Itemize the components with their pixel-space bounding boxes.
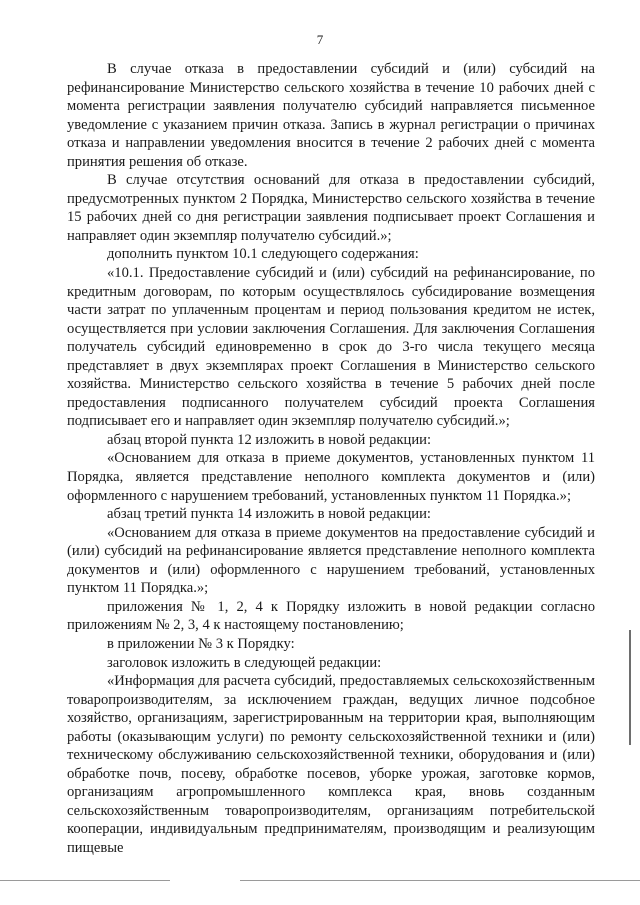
paragraph-clause-14-intro: абзац третий пункта 14 изложить в новой редакции: xyxy=(107,506,431,523)
scan-edge-mark xyxy=(629,630,631,745)
scan-bottom-line-right xyxy=(240,880,640,881)
paragraph-clause-12-text: «Основанием для отказа в приеме документов, установленных пунктом 11 Порядка, является представление неполного комплекта документов и (или) оформленного с нарушением требований, установленных пунктом 11 Порядка.»; xyxy=(67,450,595,504)
paragraph-title-intro: заголовок изложить в следующей редакции: xyxy=(107,654,382,671)
paragraph-title-text: «Информация для расчета субсидий, предоставляемых сельскохозяйственным товаропроизводителям, за исключением граждан, ведущих личное подсобное хозяйство, организациям, зарегистрированным на территории края, выполняющим работы (оказывающим услуги) по ремонту сельскохозяйственной техники и (или) техническому обслуживанию сельскохозяйственной техники, оборудования и (или) обработке почв, посеву, обработке посевов, уборке урожая, заготовке кормов, организациям агропромышленного комплекса края, вновь созданным сельскохозяйственным товаропроизводителям, организациям потребительской кооперации, индивидуальным предпринимателям, производящим и реализующим пищевые xyxy=(67,673,595,856)
paragraph-no-grounds: В случае отсутствия оснований для отказа в предоставлении субсидий, предусмотренных пунктом 2 Порядка, Министерство сельского хозяйства в течение 15 рабочих дней со дня регистрации заявления подписывает проект Соглашения и направляет один экземпляр получателю субсидий.»; xyxy=(67,172,595,244)
paragraph-refusal-notice: В случае отказа в предоставлении субсидий и (или) субсидий на рефинансирование Министерство сельского хозяйства в течение 10 рабочих дней с момента регистрации заявления получателю субсидий направляется письменное уведомление с указанием причин отказа. Запись в журнал регистрации о причинах отказа и направлении уведомления вносится в течение 2 рабочих дней с момента принятия решения об отказе. xyxy=(67,61,595,170)
paragraph-clause-10-1: «10.1. Предоставление субсидий и (или) субсидий на рефинансирование, по кредитным договорам, по которым осуществлялось субсидирование возмещения части затрат по уплаченным процентам и период пользования кредитом не истек, осуществляется при условии заключения Соглашения. Для заключения Соглашения получатель субсидий единовременно в срок до 3-го числа текущего месяца представляет в двух экземплярах проект Соглашения в Министерство сельского хозяйства. Министерство сельского хозяйства в течение 5 рабочих дней после предоставления подписанного получателем субсидий проекта Соглашения подписывает его и направляет один экземпляр получателю субсидий.»; xyxy=(67,265,595,430)
paragraph-clause-12-intro: абзац второй пункта 12 изложить в новой редакции: xyxy=(107,431,432,448)
page-number: 7 xyxy=(316,32,324,47)
paragraph-appendix-3: в приложении № 3 к Порядку: xyxy=(107,635,295,652)
paragraph-clause-14-text: «Основанием для отказа в приеме документов на предоставление субсидий и (или) субсидий на рефинансирование является представление неполного комплекта документов и (или) оформленного с нарушением требований, установленных пунктом 11 Порядка.»; xyxy=(67,524,595,597)
paragraph-add-10-1: дополнить пунктом 10.1 следующего содержания: xyxy=(107,246,419,263)
scan-bottom-line-left xyxy=(0,880,170,881)
document-body xyxy=(67,60,595,858)
paragraph-appendices: приложения № 1, 2, 4 к Порядку изложить в новой редакции согласно приложениям № 2, 3, 4 к настоящему постановлению; xyxy=(67,598,595,634)
